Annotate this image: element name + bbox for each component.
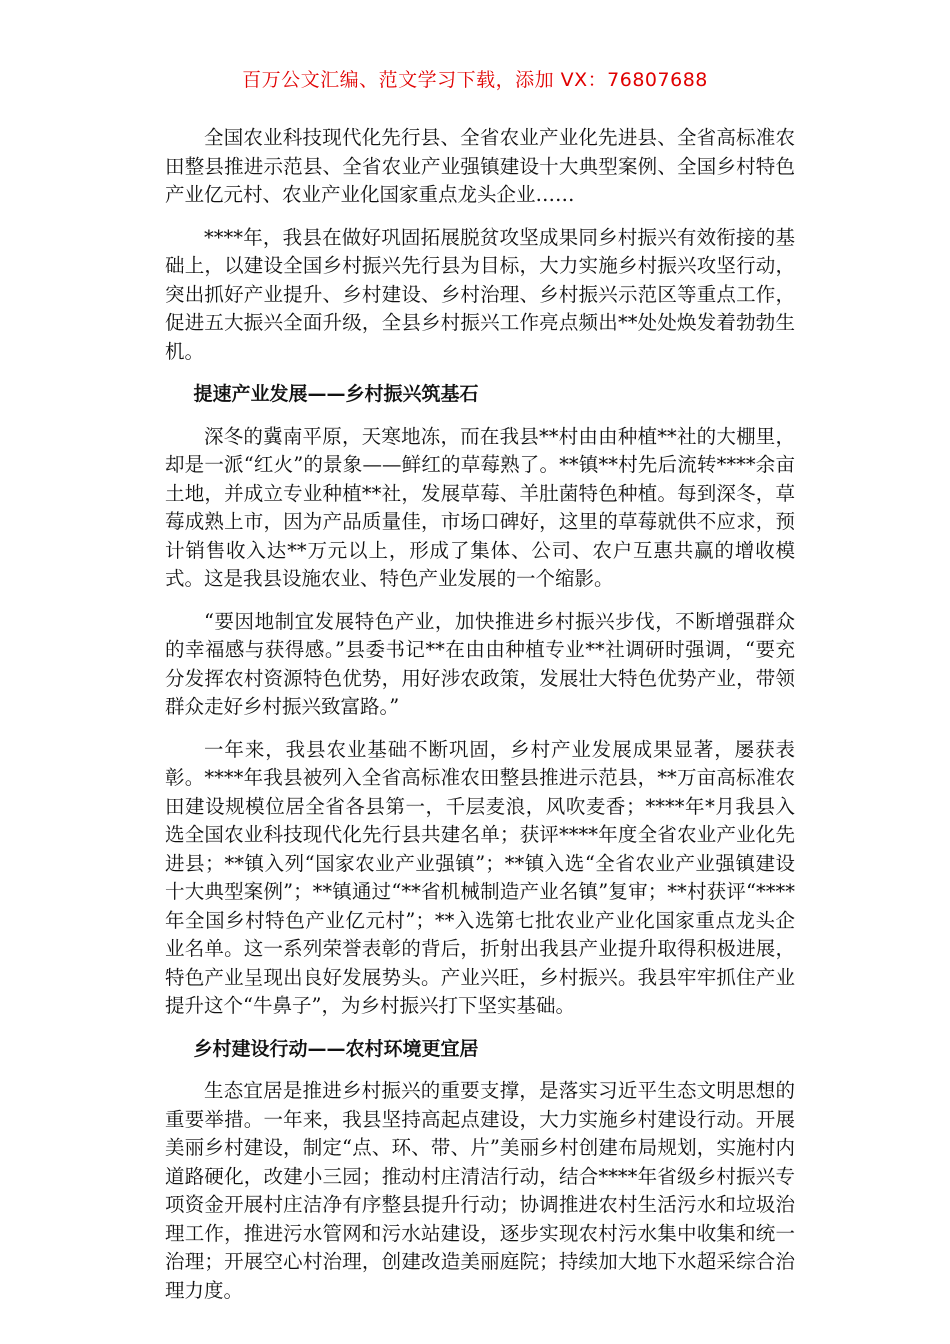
paragraph-6: 生态宜居是推进乡村振兴的重要支撑，是落实习近平生态文明思想的重要举措。一年来，我县坚持高起点建设，大力实施乡村建设行动。开展美丽乡村建设，制定“点、环、带、片”美丽乡村创建布局规划，实施村内道路硬化，改建小三园；推动村庄清洁行动，结合****年省级乡村振兴专项资金开展村庄洁净有序整县提升行动；协调推进农村生活污水和垃圾治理工作，推进污水管网和污水站建设，逐步实现农村污水集中收集和统一治理；开展空心村治理，创建改造美丽庭院；持续加大地下水超采综合治理力度。 (165, 1079, 795, 1302)
paragraph-2: ****年，我县在做好巩固拓展脱贫攻坚成果同乡村振兴有效衔接的基础上，以建设全国乡村振兴先行县为目标，大力实施乡村振兴攻坚行动，突出抓好产业提升、乡村建设、乡村治理、乡村振兴示范区等重点工作，促进五大振兴全面升级，全县乡村振兴工作亮点频出**处处焕发着勃勃生机。 (165, 225, 795, 363)
article-body (165, 124, 795, 1319)
promo-banner: 百万公文汇编、范文学习下载，添加 VX：76807688 (242, 69, 708, 91)
paragraph-1: 全国农业科技现代化先行县、全省农业产业化先进县、全省高标准农田整县推进示范县、全省农业产业强镇建设十大典型案例、全国乡村特色产业亿元村、农业产业化国家重点龙头企业…… (165, 126, 795, 206)
section-heading-construction: 乡村建设行动——农村环境更宜居 (193, 1037, 479, 1060)
paragraph-4: “要因地制宜发展特色产业，加快推进乡村振兴步伐，不断增强群众的幸福感与获得感。”县委书记**在由由种植专业**社调研时强调，“要充分发挥农村资源特色优势，用好涉农政策，发展壮大特色优势产业，带领群众走好乡村振兴致富路。” (165, 609, 795, 718)
paragraph-3: 深冬的冀南平原，天寒地冻，而在我县**村由由种植**社的大棚里，却是一派“红火”的景象——鲜红的草莓熟了。**镇**村先后流转****余亩土地，并成立专业种植**社，发展草莓、羊肚菌特色种植。每到深冬，草莓成熟上市，因为产品质量佳，市场口碑好，这里的草莓就供不应求，预计销售收入达**万元以上，形成了集体、公司、农户互惠共赢的增收模式。这是我县设施农业、特色产业发展的一个缩影。 (165, 424, 795, 590)
section-heading-industry: 提速产业发展——乡村振兴筑基石 (193, 383, 479, 405)
paragraph-5: 一年来，我县农业基础不断巩固，乡村产业发展成果显著，屡获表彰。****年我县被列入全省高标准农田整县推进示范县，**万亩高标准农田建设规模位居全省各县第一，千层麦浪，风吹麦香；****年*月我县入选全国农业科技现代化先行县共建名单；获评****年度全省农业产业化先进县；**镇入列“国家农业产业强镇”；**镇入选“全省农业产业强镇建设十大典型案例”；**镇通过“**省机械制造产业名镇”复审；**村获评“****年全国乡村特色产业亿元村”；**入选第七批农业产业化国家重点龙头企业名单。这一系列荣誉表彰的背后，折射出我县产业提升取得积极进展，特色产业呈现出良好发展势头。产业兴旺，乡村振兴。我县牢牢抓住产业提升这个“牛鼻子”，为乡村振兴打下坚实基础。 (165, 737, 795, 1017)
